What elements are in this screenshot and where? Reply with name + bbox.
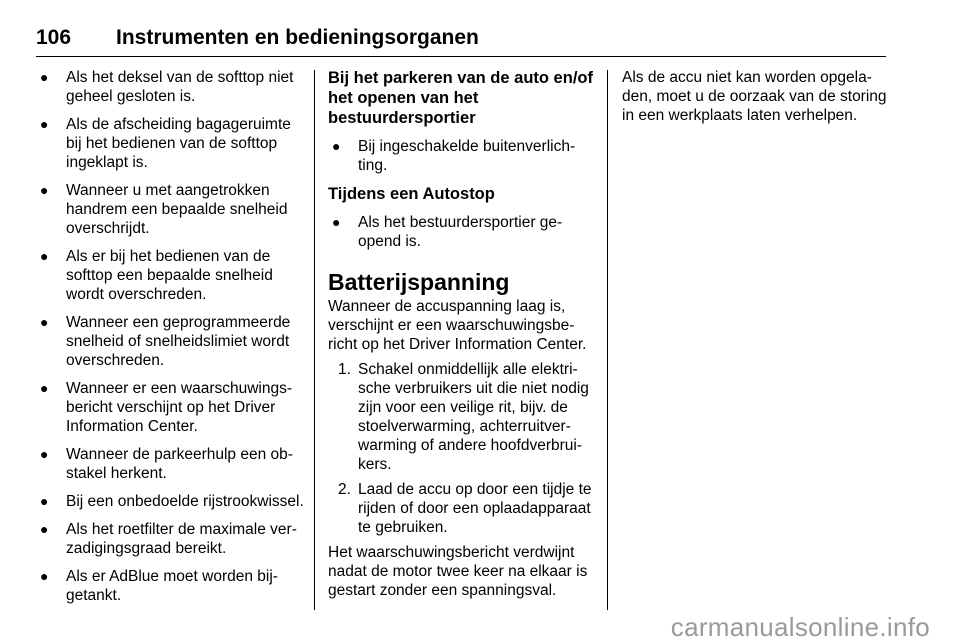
list-item: 2. Laad de accu op door een tijdje te rijden of door een oplaadapparaat te gebruiken.	[338, 481, 592, 536]
list-item: ● Als het roetfilter de maximale verzadigingsgraad bereikt.	[40, 521, 297, 557]
section-heading-parking: Bij het parkeren van de auto en/of het openen van het bestuurdersportier	[328, 69, 593, 127]
bullet-icon: ●	[332, 138, 341, 154]
battery-heading: Batterijspanning	[328, 269, 510, 295]
bullet-icon: ●	[332, 214, 341, 230]
battery-closing: Het waarschuwingsbericht verdwijnt nadat de motor twee keer na elkaar is gestart zonder een spanningsval.	[328, 544, 588, 599]
bullet-icon: ●	[40, 493, 49, 509]
parking-conditions-list	[328, 137, 596, 175]
column-divider-1	[314, 70, 315, 610]
column-1	[36, 68, 304, 614]
warning-conditions-list	[36, 68, 304, 605]
list-item: ● Als de afscheiding bagageruimte bij het bedienen van de softtop ingeklapt is.	[40, 116, 291, 171]
list-item: 1. Schakel onmiddellijk alle elektrische verbruikers uit die niet nodig zijn voor een veilige rit, bijv. de stoelverwarming, achterruitverwarming of andere hoofdverbruikers.	[338, 361, 589, 473]
column-2	[328, 68, 596, 606]
list-item: ● Wanneer u met aangetrokken handrem een bepaalde snelheid overschrijdt.	[40, 182, 288, 237]
bullet-icon: ●	[40, 446, 49, 462]
watermark: carmanualsonline.info	[670, 612, 930, 642]
bullet-icon: ●	[40, 568, 49, 584]
list-item: ● Als er AdBlue moet worden bijgetankt.	[40, 568, 278, 604]
list-item: ● Als het bestuurdersportier geopend is.	[332, 214, 563, 250]
bullet-icon: ●	[40, 182, 49, 198]
page-header	[36, 26, 886, 57]
bullet-icon: ●	[40, 69, 49, 85]
page-number: 106	[36, 26, 72, 49]
page-title: Instrumenten en bedieningsorganen	[116, 26, 479, 49]
section-heading-autostop: Tijdens een Autostop	[328, 185, 495, 203]
autostop-conditions-list	[328, 213, 596, 251]
battery-steps	[328, 360, 596, 537]
bullet-icon: ●	[40, 521, 49, 537]
bullet-icon: ●	[40, 248, 49, 264]
column-divider-2	[607, 70, 608, 610]
column-3	[622, 68, 890, 131]
list-item: ● Wanneer er een waarschuwingsbericht verschijnt op het Driver Information Center.	[40, 380, 293, 435]
bullet-icon: ●	[40, 380, 49, 396]
bullet-icon: ●	[40, 314, 49, 330]
list-item: ● Wanneer een geprogrammeerde snelheid of snelheidslimiet wordt overschreden.	[40, 314, 291, 369]
list-item: ● Wanneer de parkeerhulp een obstakel herkent.	[40, 446, 293, 482]
battery-charge-note: Als de accu niet kan worden opgeladen, moet u de oorzaak van de storing in een werkplaats laten verhelpen.	[622, 69, 887, 124]
bullet-icon: ●	[40, 116, 49, 132]
battery-intro: Wanneer de accuspanning laag is, verschijnt er een waarschuwingsbericht op het Driver Information Center.	[328, 298, 587, 353]
list-item: ● Als er bij het bedienen van de softtop een bepaalde snelheid wordt overschreden.	[40, 248, 273, 303]
list-item: ● Bij ingeschakelde buitenverlichting.	[332, 138, 576, 174]
list-item: ● Bij een onbedoelde rijstrookwissel.	[40, 493, 304, 510]
list-item: ● Als het deksel van de softtop niet geheel gesloten is.	[40, 69, 294, 105]
